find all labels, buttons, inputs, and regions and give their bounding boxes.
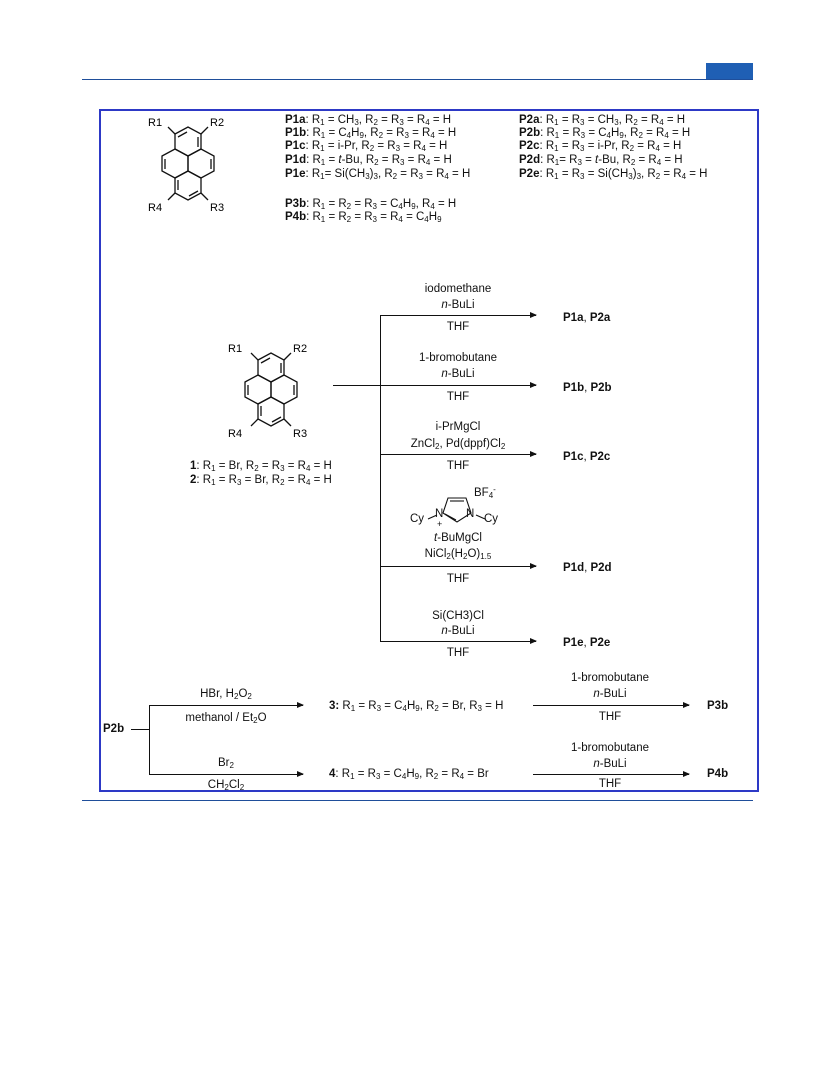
route4-reagent3: $NiCl_2(H_2O)_{1.5}$ xyxy=(424,548,492,561)
starting-material-1: 1: $R_1 = Br$, $R_2 = R_3 = R_4 = H$ xyxy=(190,460,332,473)
route3-product: P1c, P2c xyxy=(563,451,611,463)
route3-reagent1: i-PrMgCl xyxy=(435,421,481,433)
route1-product: P1a, P2a xyxy=(563,312,611,324)
n-right: N xyxy=(466,508,475,520)
bf4-label: $BF_4^-$ xyxy=(474,485,496,500)
label-r1: R1 xyxy=(228,343,243,355)
step2-solvent: $CH_2Cl_2$ xyxy=(207,779,245,792)
label-r4: R4 xyxy=(148,202,163,214)
route5-solvent: THF xyxy=(446,647,470,659)
starting-material-2: 2: $R_1 = R_3 = Br$, $R_2 = R_4 = H$ xyxy=(190,474,332,487)
bottom-start: P2b xyxy=(103,723,125,735)
compound-P2b: P2b: $R_1 = R_3 = C_4H_9$, $R_2 = R_4 = H$ xyxy=(519,127,691,140)
footer-rule xyxy=(82,800,753,801)
plus-charge: + xyxy=(437,519,443,529)
route4-reagent2: t-BuMgCl xyxy=(434,532,482,544)
compound-P1a: P1a: $R_1 = CH_3$, $R_2 = R_3 = R_4 = H$ xyxy=(285,114,452,127)
compound-P2e: P2e: $R_1 = R_3 = Si(CH_3)_3$, $R_2 = R_4 = H$ xyxy=(519,168,708,181)
step2b-arrow xyxy=(533,774,689,775)
cy-left: Cy xyxy=(410,513,425,525)
route3-reagent2: ZnCl$_2$, $Pd(dppf)Cl_2$ xyxy=(410,438,506,451)
n-left: N xyxy=(435,508,444,520)
cy-right: Cy xyxy=(484,513,499,525)
step1b-reagent2: n-BuLi xyxy=(593,688,627,700)
route2-solvent: THF xyxy=(446,391,470,403)
label-r4: R4 xyxy=(228,428,243,440)
product-P3b: P3b xyxy=(707,700,729,712)
bottom-branch xyxy=(149,705,150,774)
intermediate-4: 4: $R_1 = R_3 = C_4H_9$, $R_2 = R_4 = Br$ xyxy=(329,768,489,781)
step2b-reagent2: n-BuLi xyxy=(593,758,627,770)
route2-reagent2: n-BuLi xyxy=(441,368,475,380)
route3-solvent: THF xyxy=(446,460,470,472)
route3-arrow xyxy=(380,454,536,455)
route1-reagent1: iodomethane xyxy=(424,283,492,295)
compound-P1b: P1b: $R_1 = C_4H_9$, $R_2 = R_3 = R_4 = H$ xyxy=(285,127,457,140)
step1b-arrow xyxy=(533,705,689,706)
step1-solvent: methanol / $Et_2O$ xyxy=(185,712,267,725)
step2-arrow xyxy=(149,774,303,775)
compound-P1c: P1c: $R_1 = i-Pr$, $R_2 = R_3 = R_4 = H$ xyxy=(285,140,448,153)
branch-line xyxy=(380,315,381,641)
pyrene-structure-starting xyxy=(223,338,333,453)
step1b-reagent1: 1-bromobutane xyxy=(571,672,649,684)
compound-P1d: P1d: $R_1 = t-Bu$, $R_2 = R_3 = R_4 = H$ xyxy=(285,154,452,167)
route5-reagent1: Si(CH3)Cl xyxy=(432,610,484,622)
header-rule xyxy=(82,79,753,80)
label-r2: R2 xyxy=(210,117,225,129)
step1-reagent: HBr, $H_2O_2$ xyxy=(200,688,252,701)
route1-reagent2: n-BuLi xyxy=(441,299,475,311)
bottom-start-line xyxy=(131,729,149,730)
compound-P3b: P3b: $R_1 = R_2 = R_3 = C_4H_9$, $R_4 = H$ xyxy=(285,198,457,211)
step2-reagent: $Br_2$ xyxy=(218,757,234,770)
label-r2: R2 xyxy=(293,343,308,355)
product-P4b: P4b xyxy=(707,768,729,780)
compound-P2d: P2d: $R_1= R_3 = t-Bu$, $R_2 = R_4 = H$ xyxy=(519,154,683,167)
pyrene-structure-top xyxy=(140,112,250,227)
compound-P4b: P4b: $R_1 = R_2 = R_3 = R_4 = C_4H_9$ xyxy=(285,211,442,224)
intermediate-3: 3: $R_1 = R_3 = C_4H_9$, $R_2 = Br$, $R_3 = H$ xyxy=(329,700,504,713)
step1b-solvent: THF xyxy=(598,711,622,723)
label-r3: R3 xyxy=(293,428,308,440)
route4-arrow xyxy=(380,566,536,567)
compound-P2c: P2c: $R_1 = R_3 = i-Pr$, $R_2 = R_4 = H$ xyxy=(519,140,682,153)
route4-product: P1d, P2d xyxy=(563,562,612,574)
step1-arrow xyxy=(149,705,303,706)
route5-arrow xyxy=(380,641,536,642)
route4-solvent: THF xyxy=(446,573,470,585)
compound-P2a: P2a: $R_1 = R_3 = CH_3$, $R_2 = R_4 = H$ xyxy=(519,114,686,127)
label-r1: R1 xyxy=(148,117,163,129)
route1-solvent: THF xyxy=(446,321,470,333)
route2-product: P1b, P2b xyxy=(563,382,612,394)
header-accent-tab xyxy=(706,63,753,79)
route5-product: P1e, P2e xyxy=(563,637,611,649)
step2b-solvent: THF xyxy=(598,778,622,790)
label-r3: R3 xyxy=(210,202,225,214)
compound-P1e: P1e: $R_1= Si(CH_3)_3$, $R_2 = R_3 = R_4 = H$ xyxy=(285,168,471,181)
route1-arrow xyxy=(380,315,536,316)
route5-reagent2: n-BuLi xyxy=(441,625,475,637)
route2-arrow xyxy=(380,385,536,386)
step2b-reagent1: 1-bromobutane xyxy=(571,742,649,754)
feed-line xyxy=(333,385,381,386)
route2-reagent1: 1-bromobutane xyxy=(419,352,497,364)
